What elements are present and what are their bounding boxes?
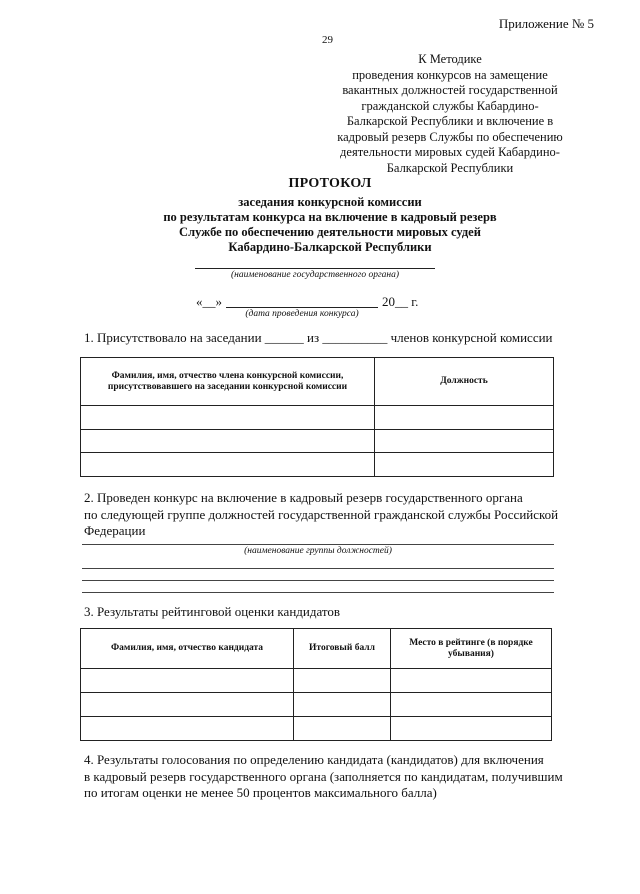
reference-line: деятельности мировых судей Кабардино-	[340, 145, 560, 159]
attendees-count-field[interactable]: ______	[264, 330, 304, 345]
section2-line: по следующей группе должностей государственной гражданской службы Российской	[84, 506, 559, 522]
reference-line: вакантных должностей государственной	[342, 83, 558, 97]
table-cell[interactable]	[294, 693, 391, 717]
section2-text	[84, 490, 564, 540]
table-cell[interactable]	[391, 669, 552, 693]
position-group-field[interactable]	[82, 544, 554, 545]
reference-line: гражданской службы Кабардино-	[361, 98, 539, 113]
title-line: Кабардино-Балкарской Республики	[228, 240, 432, 254]
section4-line: 4. Результаты голосования по определению кандидата (кандидатов) для включения	[84, 752, 544, 767]
section4-line: в кадровый резерв государственного органа (заполняется по кандидатам, получившим	[84, 768, 563, 784]
table-cell[interactable]	[294, 669, 391, 693]
section2-line: 2. Проведен конкурс на включение в кадровый резерв государственного органа	[84, 490, 523, 505]
attendees-table	[80, 357, 554, 477]
table-cell[interactable]	[81, 406, 375, 430]
table-row	[81, 693, 552, 717]
table-cell[interactable]	[81, 430, 375, 453]
org-name-field[interactable]	[195, 268, 435, 269]
table-row	[81, 406, 554, 430]
title-line: заседания конкурсной комиссии	[238, 195, 422, 209]
section3-heading: 3. Результаты рейтинговой оценки кандидатов	[84, 604, 341, 619]
date-month-field[interactable]	[226, 307, 378, 308]
section1-prefix: 1. Присутствовало на заседании	[84, 330, 262, 345]
reference-line: Балкарской Республики	[386, 160, 514, 175]
reference-line: проведения конкурсов на замещение	[352, 67, 548, 82]
table-cell[interactable]	[391, 693, 552, 717]
section1-from: из	[307, 330, 320, 345]
section4-text	[84, 752, 568, 802]
appendix-label: Приложение № 5	[498, 16, 594, 31]
page-number: 29	[322, 34, 333, 46]
date-year-field[interactable]: 20__ г.	[382, 294, 419, 309]
table-row	[81, 453, 554, 477]
members-count-field[interactable]: __________	[322, 330, 388, 345]
position-group-field[interactable]	[82, 568, 554, 569]
table-cell[interactable]	[375, 406, 554, 430]
header-cell-rank: Место в рейтинге (в порядке убывания)	[391, 629, 552, 669]
org-name-caption: (наименование государственного органа)	[230, 270, 400, 280]
table-cell[interactable]	[81, 453, 375, 477]
table-cell[interactable]	[294, 717, 391, 741]
position-group-field[interactable]	[82, 580, 554, 581]
table-header-row	[81, 358, 554, 406]
date-caption: (дата проведения конкурса)	[245, 309, 359, 319]
position-group-field[interactable]	[82, 592, 554, 593]
header-cell-fullname: Фамилия, имя, отчество члена конкурсной комиссии, присутствовавшего на заседании конкурсной комиссии	[81, 358, 375, 406]
table-cell[interactable]	[81, 693, 294, 717]
document-title: ПРОТОКОЛ	[288, 176, 372, 191]
methodology-reference	[324, 52, 576, 176]
table-row	[81, 669, 552, 693]
date-day-field[interactable]: «__»	[196, 294, 222, 309]
title-line: по результатам конкурса на включение в кадровый резерв	[163, 210, 497, 224]
table-row	[81, 717, 552, 741]
position-group-caption: (наименование группы должностей)	[244, 546, 392, 556]
section2-line: Федерации	[84, 523, 146, 538]
table-cell[interactable]	[375, 430, 554, 453]
rating-table	[80, 628, 552, 741]
section1-suffix: членов конкурсной комиссии	[390, 330, 553, 345]
reference-line: К Методике	[418, 52, 482, 66]
table-cell[interactable]	[375, 453, 554, 477]
section4-line: по итогам оценки не менее 50 процентов максимального балла)	[84, 785, 437, 800]
table-cell[interactable]	[81, 717, 294, 741]
section1-line	[84, 330, 553, 347]
protocol-title	[60, 176, 600, 255]
table-header-row	[81, 629, 552, 669]
header-cell-position: Должность	[375, 358, 554, 406]
table-cell[interactable]	[81, 669, 294, 693]
header-cell-score: Итоговый балл	[294, 629, 391, 669]
title-line: Службе по обеспечению деятельности мировых судей	[179, 225, 481, 239]
reference-line: Балкарской Республики и включение в	[346, 114, 554, 128]
table-row	[81, 430, 554, 453]
reference-line: кадровый резерв Службы по обеспечению	[337, 129, 563, 144]
header-cell-candidate: Фамилия, имя, отчество кандидата	[81, 629, 294, 669]
table-cell[interactable]	[391, 717, 552, 741]
